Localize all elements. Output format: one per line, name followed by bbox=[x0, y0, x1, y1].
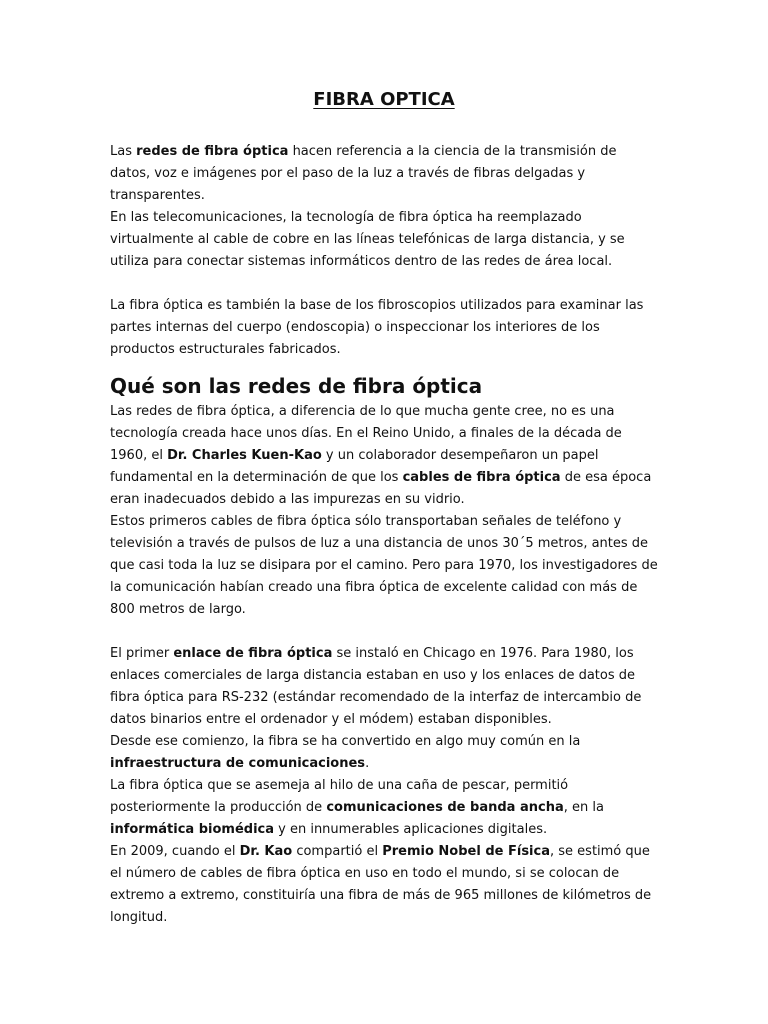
paragraph-gap bbox=[110, 621, 658, 643]
text-run: . bbox=[365, 756, 370, 771]
intro-paragraph-1 bbox=[110, 141, 658, 207]
bold-term-charles-kao: Dr. Charles Kuen-Kao bbox=[167, 448, 322, 463]
section-paragraph-6 bbox=[110, 841, 658, 929]
text-run: Desde ese comienzo, la fibra se ha convertido en algo muy común en la bbox=[110, 734, 581, 749]
text-run: y en innumerables aplicaciones digitales. bbox=[274, 822, 548, 837]
document-title: FIBRA OPTICA bbox=[313, 89, 455, 110]
paragraph-gap bbox=[110, 273, 658, 295]
bold-term-banda-ancha: comunicaciones de banda ancha bbox=[326, 800, 564, 815]
text-run: , en la bbox=[563, 800, 604, 815]
bold-term-redes-fibra-optica: redes de fibra óptica bbox=[136, 144, 289, 159]
text-run: hacen referencia a la ciencia de la transmisión de datos, voz e imágenes por el paso de la luz a través de fibras delgadas y transparentes. bbox=[110, 144, 617, 203]
section-paragraph-1 bbox=[110, 401, 658, 511]
text-run: se instaló en Chicago en 1976. Para 1980, los enlaces comerciales de larga distancia estaban en uso y los enlaces de datos de fibra óptica para RS-232 (estándar recomendado de la interfaz de intercambio de datos binarios entre el ordenador y el módem) estaban disponibles. bbox=[110, 646, 642, 727]
bold-term-informatica-biomedica: informática biomédica bbox=[110, 822, 274, 837]
section-paragraph-5 bbox=[110, 775, 658, 841]
text-run: y un colaborador desempeñaron un papel fundamental en la determinación de que los bbox=[110, 448, 599, 485]
bold-term-cables-fibra-optica: cables de fibra óptica bbox=[402, 470, 561, 485]
section-paragraph-3 bbox=[110, 643, 658, 731]
bold-term-dr-kao: Dr. Kao bbox=[239, 844, 293, 859]
text-run: En 2009, cuando el bbox=[110, 844, 240, 859]
text-run: La fibra óptica que se asemeja al hilo de una caña de pescar, permitió posteriormente la producción de bbox=[110, 778, 569, 815]
intro-paragraph-2: En las telecomunicaciones, la tecnología de fibra óptica ha reemplazado virtualmente al cable de cobre en las líneas telefónicas de larga distancia, y se utiliza para conectar sistemas informáticos dentro de las redes de área local. bbox=[110, 210, 625, 269]
section-paragraph-2: Estos primeros cables de fibra óptica sólo transportaban señales de teléfono y televisión a través de pulsos de luz a una distancia de unos 30´5 metros, antes de que casi toda la luz se disipara por el camino. Pero para 1970, los investigadores de la comunicación habían creado una fibra óptica de excelente calidad con más de 800 metros de largo. bbox=[110, 514, 658, 617]
text-run: , se estimó que el número de cables de fibra óptica en uso en todo el mundo, si se colocan de extremo a extremo, constituiría una fibra de más de 965 millones de kilómetros de longitud. bbox=[110, 844, 652, 925]
text-run: compartió el bbox=[292, 844, 383, 859]
text-run: Las redes de fibra óptica, a diferencia de lo que mucha gente cree, no es una tecnología creada hace unos días. En el Reino Unido, a finales de la década de 1960, el bbox=[110, 404, 622, 463]
text-run: Las bbox=[110, 144, 137, 159]
text-run: El primer bbox=[110, 646, 174, 661]
document-body bbox=[110, 141, 658, 929]
intro-paragraph-3: La fibra óptica es también la base de los fibroscopios utilizados para examinar las partes internas del cuerpo (endoscopia) o inspeccionar los interiores de los productos estructurales fabricados. bbox=[110, 298, 644, 357]
section-paragraph-4 bbox=[110, 731, 658, 775]
bold-term-premio-nobel: Premio Nobel de Física bbox=[382, 844, 550, 859]
bold-term-enlace-fibra-optica: enlace de fibra óptica bbox=[173, 646, 333, 661]
text-run: de esa época eran inadecuados debido a las impurezas en su vidrio. bbox=[110, 470, 652, 507]
bold-term-infraestructura: infraestructura de comunicaciones bbox=[110, 756, 366, 771]
section-heading: Qué son las redes de fibra óptica bbox=[110, 374, 483, 398]
